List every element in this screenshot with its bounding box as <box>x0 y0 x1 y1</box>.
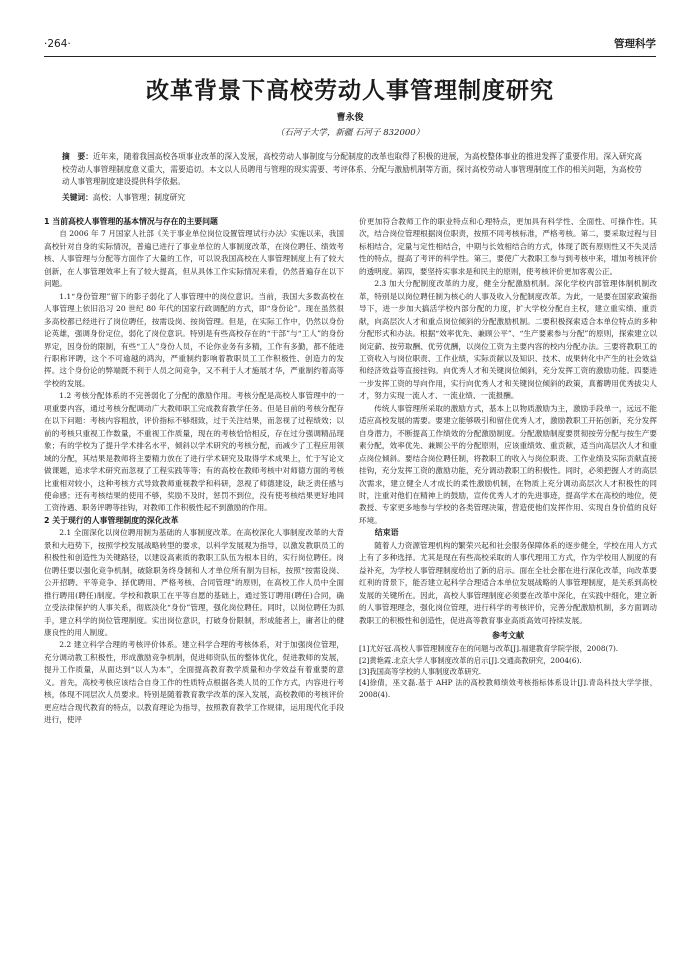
body-paragraph: 自 2006 年 7 月国家人社部《关于事业单位岗位设置管理试行办法》实施以来，我国高校针对自身的实际情况，普遍已进行了事业单位的人事制度改革，在岗位聘任、绩效考核、人事管理与分配等方面作了大量的工作，可以说我国高校在人事管理制度上有了较大创新，在人事管理效率上有了较大提高，但从具体工作实际情况来看，仍然普遍存在以下问题。 <box>44 229 344 289</box>
running-head <box>44 38 656 54</box>
header-rule <box>44 56 656 57</box>
body-paragraph: 2.1 全面深化以岗位聘用制为基础的人事制度改革。在高校深化人事制度改革的大背景和大趋势下，按照学校发展战略转型的要求，以科学发展观为指导，以激发教职员工的积极性和创造性为关键路径，以建设高素质的教职工队伍为根本目的，实行岗位聘任。岗位聘任要以强化竞争机制，破除职务终身制和人才单位所有制为目标，按照“按需设岗、公开招聘、平等竞争、择优聘用、严格考核、合同管理”的原则，在高校工作人员中全面推行聘用(聘任)制度。学校和教职工在平等自愿的基础上，通过签订聘用(聘任)合同，确立受法律保护的人事关系，彻底淡化“身份”管理，强化岗位聘任。同时，以岗位聘任为抓手，建立科学的岗位管理制度。实出岗位意识，打破身份限制，形成能者上，庸者让的健康良性的用人制度。 <box>44 528 344 637</box>
body-paragraph: 传统人事管理所采取的激励方式，基本上以物质激励为主，激励手段单一，远远不能适应高校发展的需要。要建立能够吸引和留住优秀人才，激励教职工开拓创新，充分发挥自身潜力，不断提高工作绩效的分配激励制度。分配激励制度要贯彻按劳分配与按生产要素分配，效率优先、兼顾公平的分配原则，应该重绩效、重贡献，适当向高层次人才和重点岗位倾斜。要结合岗位聘任制，将教职工的收入与岗位职责、工作业绩及实际贡献直接挂钩，充分发挥工资的激励功能，充分调动教职工的积极性。同时，必须把握人才的高层次需求，建立健全人才成长的柔性激励机制，在物质上充分调动高层次人才积极性的同时，注重对他们在精神上的鼓励，宣传优秀人才的先进事迹，提高学术在高校的地位，使教授、专家更多地参与学校的各类管理决策，营造使他们发挥作用、实现自身价值的良好环境。 <box>359 403 657 525</box>
article-affiliation: （石河子大学，新疆 石河子 832000） <box>275 128 425 138</box>
section-heading: 结束语 <box>374 528 399 538</box>
section-heading: 2 关于现行的人事管理制度的深化改革 <box>44 515 179 525</box>
keywords <box>62 192 642 205</box>
body-paragraph: 1.1“身份管理”留下的影子弱化了人事管理中的岗位意识。当前，我国大多数高校在人事管理上依旧沿习 20 世纪 80 年代的国家行政调配的方式，即“身份论”。现在虽然很多高校都已经进行了岗位聘任，按需设岗、按岗管理。但是，在实际工作中，仍然以身份论英雄，强调身份定位，弱化了岗位意识。特别是有些高校存在的“干部”与“工人”的身份界定，因身份的限制，有些“工人”身份人员，不论你业务有多精，工作有多勤，都不能进行职称评聘，这个不可逾越的鸿沟，严重制约影响着教职员工工作积极性、创造力的发挥。这个身份论的弊端既不利于人员之间竞争，又不利于人才施展才华，严重制约着高等学校的发展。 <box>44 291 344 388</box>
abstract-text: 近年来，随着我国高校各项事业改革的深入发展，高校劳动人事制度与分配制度的改革也取得了积极的进展，为高校整体事业的推进发挥了重要作用。深入研究高校劳动人事管理制度意义重大，需要追切。本文以人员聘用与管理的现实需要、考评体系、分配与激励机制等方面，探讨高校劳动人事管理制度工作的相关问题，为高校劳动人事管理制度建设提供科学依据。 <box>62 152 642 187</box>
body-paragraph: 2.2 建立科学合理的考核评价体系。建立科学合理的考核体系，对于加强岗位管理，充分调动教工积极性，形成激励竞争机制，促进师资队伍的整体优化，促进教师的发展，提升工作质量，从面达到“以人为本”，全面提高教育教学质量和办学效益有着重要的意义。首先，高校考核应该结合自身工作的性质特点根据各类人员的工作方式，内容进行考核，体现不同层次人员要求。特别是随着教育教学改革的深入发展，高校教师的考核评价更应结合现代教育的特点，以教育理论为指导，按照教育教学工作规律，运用现代化手段进行，使评 <box>44 640 344 725</box>
abstract-label: 摘 要： <box>62 152 93 161</box>
reference-item: [4]徐倩，巫文磊.基于 AHP 法的高校教师绩效考核指标体系设计[J].青岛科技大学学报，2008(4). <box>359 678 657 699</box>
body-paragraph: 价更加符合教师工作的职业特点和心理特点，更加具有科学性、全面性、可操作性。其次，结合岗位管理根据岗位职责，按照不同考核标准，严格考核。第二，要采取过程与目标相结合，定量与定性相结合，中期与长效相结合的方式，体现了既有原则性又不失灵活性的特点，提高了考评的科学性。第三，要使广大教职工参与到考核中来，增加考核评价的透明度。第四，要坚持实事求是和民主的原则，使考核评价更加客观公正。 <box>359 217 657 276</box>
body-paragraph: 1.2 考核分配体系的不完善弱化了分配的激励作用。考核分配是高校人事管理中的一项重要内容，通过考核分配调动广大教师职工完成教育教学任务。但是目前的考核分配存在以下问题：考核内容粗放，评价指标不够细致，过于关注结果，而忽视了过程绩效；以前的考核只重视工作数量，不重视工作质量，现在的考核恰恰相反，存在过分强调精品现象；有的学校为了提升学术排名水平，倾斜以学术研究的考核分配，而减少了工程应用领域的分配，其结果是教师将主要精力放在了进行学术研究及取得学术成果上，忙于写论文做课题，追求学术研究而忽视了工程实践等等；有的高校在教师考核中对师德方面的考核比重相对较小，这种考核方式导致教师重视教学和科研，忽视了师德建设，缺乏责任感与使命感；还有考核结果的使用不够，奖励不及时，惩罚不到位，没有使考核结果更好地同工资待遇、职务评聘等挂钩，对教师工作积极性起不到激励的作用。 <box>44 391 344 513</box>
body-paragraph: 2.3 加大分配制度改革的力度，健全分配激励机制。深化学校内部管理体制机制改革，特别是以岗位聘任制为核心的人事及收入分配制度改革。为此，一是要在国家政策指导下，进一步加大搞活学校内部分配的力度，扩大学校分配自主权，建立重实绩、重贡献，向高层次人才和重点岗位倾斜的分配激励机制。二要积极探索适合本单位特点的多种分配形式和办法。根据“效率优先、兼顾公平”、“生产要素参与分配”的原则，探索建立以岗定薪、按劳取酬、优劳优酬，以岗位工资为主要内容的校内分配办法。三要将教职工的工资收入与岗位职责、工作业绩，实际贡献以及知识、技术、成果转化中产生的社会效益和经济效益等直接挂钩。向优秀人才和关键岗位倾斜，充分发挥工资的激励功能。四要进一步发挥工资的导向作用，实行向优秀人才和关键岗位倾斜的政策，真蓄聘用优秀拔尖人才，努力实现一流人才、一流业绩、一流报酬。 <box>359 279 657 401</box>
keywords-label: 关键词： <box>62 193 93 202</box>
body-column-left <box>44 216 344 727</box>
abstract <box>62 151 642 189</box>
keywords-text: 高校；人事管理；制度研究 <box>92 193 186 202</box>
article-title: 改革背景下高校劳动人事管理制度研究 <box>146 78 554 104</box>
journal-section: 管理科学 <box>614 38 656 50</box>
reference-item: [3]我国高等学校的人事制度改革研究. <box>359 667 482 676</box>
section-heading: 1 当前高校人事管理的基本情况与存在的主要问题 <box>44 217 218 226</box>
page-number: ·264· <box>44 38 71 50</box>
references-title: 参考文献 <box>492 630 524 640</box>
reference-item: [1]尤好冠.高校人事管理制度存在的问题与改革[J].福建教育学院学报，2008(7). <box>359 644 619 654</box>
reference-item: [2]黄艳霞.北京大学人事制度改革的启示[J].交通高教研究，2004(6). <box>359 655 582 665</box>
body-paragraph: 随着人力资源管理机构的繁荣兴起和社会服务保障体系的逐步健全，学校在用人方式上有了多种选择。尤其是现在有些高校采取的人事代理用工方式，作为学校用人制度的有益补充，为学校人事管理制度给出了新的启示。面在全社会都在进行深化改革，向改革要红利的背景下，能否建立起科学合理适合本单位发展战略的人事管理制度，是关系到高校发展的关键所在。因此，高校人事管理制度必须要在改革中深化，在实践中细化，建立新的人事管理理念，强化岗位管理，进行科学的考核评价，完善分配激励机制，多方面调动教职工的积极性和创造性，促进高等教育事业高质高效可持续发展。 <box>359 540 657 625</box>
article-author: 曹永俊 <box>336 113 364 123</box>
body-column-right <box>359 216 657 700</box>
